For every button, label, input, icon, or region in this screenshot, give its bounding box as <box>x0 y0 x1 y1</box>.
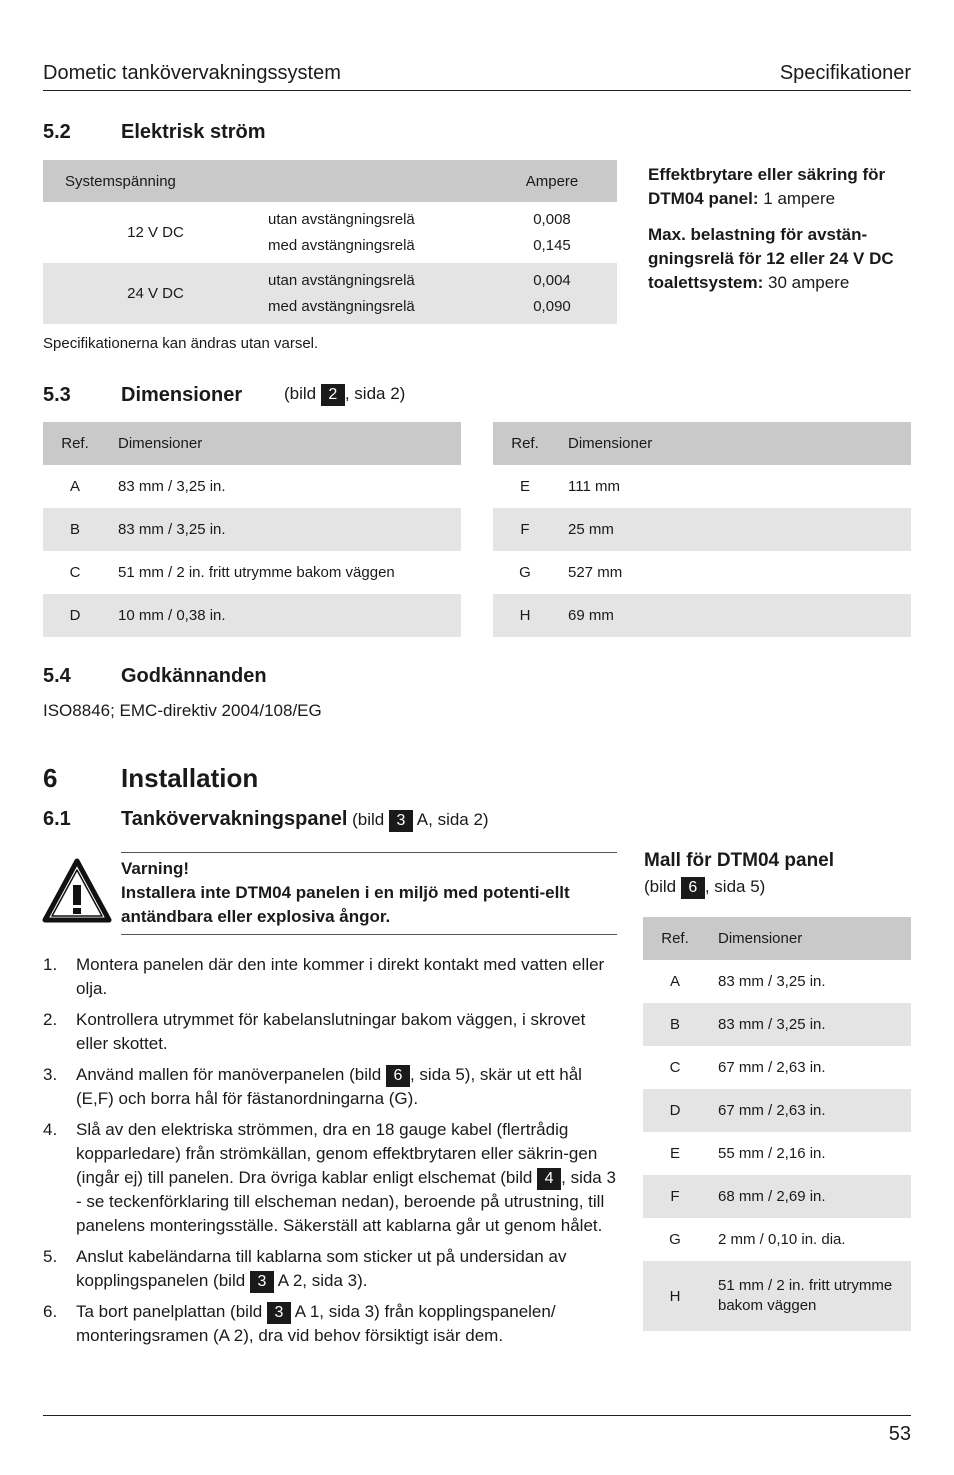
dim-cell: 67 mm / 2,63 in. <box>718 1059 826 1076</box>
table-row <box>493 508 911 551</box>
approvals-text: ISO8846; EMC-direktiv 2004/108/EG <box>43 701 322 720</box>
table-row <box>493 465 911 508</box>
step-text: , sida 5), skär ut ett hål (E,F) och borra hål för fästanordningarna (G). <box>76 1065 582 1108</box>
section-5-3-title: Dimensioner <box>121 384 243 406</box>
relay-label: med avstängningsrelä <box>268 297 415 315</box>
section-5-4-number: 5.4 <box>43 665 71 687</box>
step-text: A 2, sida 3). <box>277 1271 368 1290</box>
header-title: Dometic tankövervakningssystem <box>43 62 341 84</box>
header-section: Specifikationer <box>779 62 911 84</box>
dim-cell: 83 mm / 3,25 in. <box>118 478 226 495</box>
ref-cell: B <box>69 521 80 538</box>
ref-text: , sida 5) <box>704 877 766 896</box>
step-number: 2. <box>43 1010 58 1029</box>
table-row <box>43 508 461 551</box>
ref-cell: D <box>69 607 81 624</box>
section-6-1-number: 6.1 <box>43 808 71 830</box>
spec-note: Specifikationerna kan ändras utan varsel. <box>43 335 319 352</box>
dimensions-table-right <box>493 422 911 637</box>
voltage-cell: 24 V DC <box>127 285 184 302</box>
relay-load-value: 30 ampere <box>768 273 850 292</box>
chapter-6-number: 6 <box>43 763 58 793</box>
table-row <box>643 1175 911 1218</box>
section-5-4-title: Godkännanden <box>121 665 267 687</box>
table-row <box>643 1003 911 1046</box>
dimensions-table-left <box>43 422 461 637</box>
ref-cell: E <box>519 478 530 495</box>
relay-label: utan avstängningsrelä <box>268 210 415 228</box>
relay-load-spec <box>648 223 918 295</box>
power-col-voltage: Systemspänning <box>65 172 176 190</box>
col-dim: Dimensioner <box>718 930 803 947</box>
voltage-cell: 12 V DC <box>127 224 184 241</box>
list-item <box>43 1063 617 1111</box>
step-text: Använd mallen för manöverpanelen (bild <box>76 1065 382 1084</box>
table-row <box>643 1218 911 1261</box>
figure-badge: 4 <box>537 1168 561 1190</box>
list-item <box>43 1245 617 1293</box>
ref-cell: C <box>669 1059 681 1076</box>
col-ref: Ref. <box>661 930 689 947</box>
ref-cell: F <box>670 1188 680 1205</box>
ref-text: A, sida 2) <box>416 810 489 829</box>
ref-cell: A <box>69 478 80 495</box>
section-6-1-title: Tankövervakningspanel <box>121 808 348 830</box>
breaker-spec-label: Effektbrytare eller säkring för DTM04 panel: <box>648 165 886 208</box>
col-ref: Ref. <box>61 435 89 452</box>
table-row <box>43 551 461 594</box>
ref-cell: B <box>669 1016 680 1033</box>
ref-cell: G <box>669 1231 681 1248</box>
section-6-1-heading <box>121 808 489 832</box>
step-text: Slå av den elektriska strömmen, dra en 18 gauge kabel (flertrådig kopparledare) från strömkällan, genom effektbrytaren eller säkrin-gen (ingår ej) till panelen. Dra övriga kablar enligt elschemat (bild <box>76 1120 598 1187</box>
footer-divider <box>43 1415 911 1416</box>
ref-cell: F <box>520 521 530 538</box>
dim-cell: 69 mm <box>568 607 614 624</box>
dim-cell: 51 mm / 2 in. fritt utrymme bakom väggen <box>718 1277 893 1314</box>
table-row <box>493 551 911 594</box>
dim-cell: 83 mm / 3,25 in. <box>718 973 826 990</box>
step-number: 4. <box>43 1120 58 1139</box>
section-5-3-ref <box>284 384 405 406</box>
relay-load-label-3: toalettsystem: <box>648 273 764 292</box>
step-number: 1. <box>43 955 58 974</box>
ref-cell: E <box>669 1145 680 1162</box>
step-text: Montera panelen där den inte kommer i direkt kontakt med vatten eller olja. <box>76 955 605 998</box>
dim-cell: 68 mm / 2,69 in. <box>718 1188 826 1205</box>
table-row <box>643 1089 911 1132</box>
template-dimensions-table <box>643 917 911 1331</box>
warning-title: Varning! <box>121 859 190 878</box>
ref-cell: C <box>69 564 81 581</box>
list-item <box>43 1008 617 1056</box>
step-number: 3. <box>43 1065 58 1084</box>
ref-cell: G <box>519 564 531 581</box>
ampere-value: 0,090 <box>533 297 571 315</box>
relay-load-label-2: gningsrelä för 12 eller 24 V DC <box>648 249 894 268</box>
chapter-6-title: Installation <box>121 763 259 793</box>
step-number: 6. <box>43 1302 58 1321</box>
col-ref: Ref. <box>511 435 539 452</box>
dim-cell: 527 mm <box>568 564 623 581</box>
power-row-12v <box>43 202 617 263</box>
list-item <box>43 1300 617 1348</box>
warning-triangle-icon <box>42 858 112 924</box>
dim-cell: 83 mm / 3,25 in. <box>718 1016 826 1033</box>
figure-badge: 3 <box>250 1271 274 1293</box>
ref-cell: A <box>669 973 680 990</box>
step-text: Anslut kabeländarna till kablarna som sticker ut på undersidan av kopplingspanelen (bild <box>76 1247 567 1290</box>
table-row <box>643 1132 911 1175</box>
step-text: Kontrollera utrymmet för kabelanslutningar bakom väggen, i skrovet eller skottet. <box>76 1010 586 1053</box>
ref-cell: H <box>669 1287 681 1305</box>
table-row <box>643 1261 911 1331</box>
table-row <box>643 960 911 1003</box>
list-item <box>43 953 617 1001</box>
template-title: Mall för DTM04 panel <box>644 850 835 871</box>
page-number: 53 <box>888 1423 911 1445</box>
power-table <box>43 160 617 324</box>
dim-cell: 111 mm <box>568 478 620 495</box>
power-col-ampere: Ampere <box>525 172 579 190</box>
breaker-spec <box>648 163 918 211</box>
section-5-2-number: 5.2 <box>43 121 71 143</box>
dim-cell: 55 mm / 2,16 in. <box>718 1145 826 1162</box>
figure-badge: 3 <box>389 810 413 832</box>
step-text: , sida 3 - se teckenförklaring till elscheman nedan), beroende på utrustning, till panelens monteringsställe. Säkerställ att kablarna går ut genom hålet. <box>76 1168 616 1235</box>
col-dim: Dimensioner <box>118 435 203 452</box>
ampere-value: 0,145 <box>533 236 571 254</box>
template-ref <box>644 877 765 899</box>
relay-label: utan avstängningsrelä <box>268 271 415 289</box>
section-5-2-title: Elektrisk ström <box>121 121 266 143</box>
warning-bottom-rule <box>121 934 617 935</box>
installation-steps <box>43 953 617 1355</box>
ref-text: (bild <box>284 384 317 403</box>
power-row-24v <box>43 263 617 324</box>
breaker-spec-value: 1 ampere <box>763 189 836 208</box>
dim-cell: 51 mm / 2 in. fritt utrymme bakom väggen <box>118 564 395 581</box>
step-number: 5. <box>43 1247 58 1266</box>
ref-cell: H <box>519 607 531 624</box>
list-item <box>43 1118 617 1238</box>
figure-badge: 2 <box>321 384 345 406</box>
table-row <box>43 594 461 637</box>
ampere-value: 0,008 <box>533 210 571 228</box>
warning-text: Installera inte DTM04 panelen i en miljö med potenti-ellt antändbara eller explosiva ångor. <box>121 883 570 926</box>
dim-cell: 2 mm / 0,10 in. dia. <box>718 1231 846 1248</box>
figure-badge: 6 <box>386 1065 410 1087</box>
warning-top-rule <box>121 852 617 853</box>
table-row <box>493 594 911 637</box>
ref-cell: D <box>669 1102 681 1119</box>
ref-text: , sida 2) <box>344 384 406 403</box>
ref-text: (bild <box>644 877 677 896</box>
relay-label: med avstängningsrelä <box>268 236 415 254</box>
table-row <box>43 465 461 508</box>
step-text: A 1, sida 3) från kopplingspanelen/ monteringsramen (A 2), dra vid behov försiktigt isär dem. <box>76 1302 556 1345</box>
dim-cell: 83 mm / 3,25 in. <box>118 521 226 538</box>
table-row <box>643 1046 911 1089</box>
dim-cell: 67 mm / 2,63 in. <box>718 1102 826 1119</box>
dim-cell: 10 mm / 0,38 in. <box>118 607 226 624</box>
relay-load-label-1: Max. belastning för avstän- <box>648 225 868 244</box>
section-5-3-number: 5.3 <box>43 384 71 406</box>
header-divider <box>43 90 911 91</box>
warning-box <box>121 857 617 929</box>
step-text: Ta bort panelplattan (bild <box>76 1302 263 1321</box>
col-dim: Dimensioner <box>568 435 653 452</box>
ampere-value: 0,004 <box>533 271 571 289</box>
figure-badge: 6 <box>681 877 705 899</box>
figure-badge: 3 <box>267 1302 291 1324</box>
dim-cell: 25 mm <box>568 521 614 538</box>
ref-text: (bild <box>352 810 385 829</box>
